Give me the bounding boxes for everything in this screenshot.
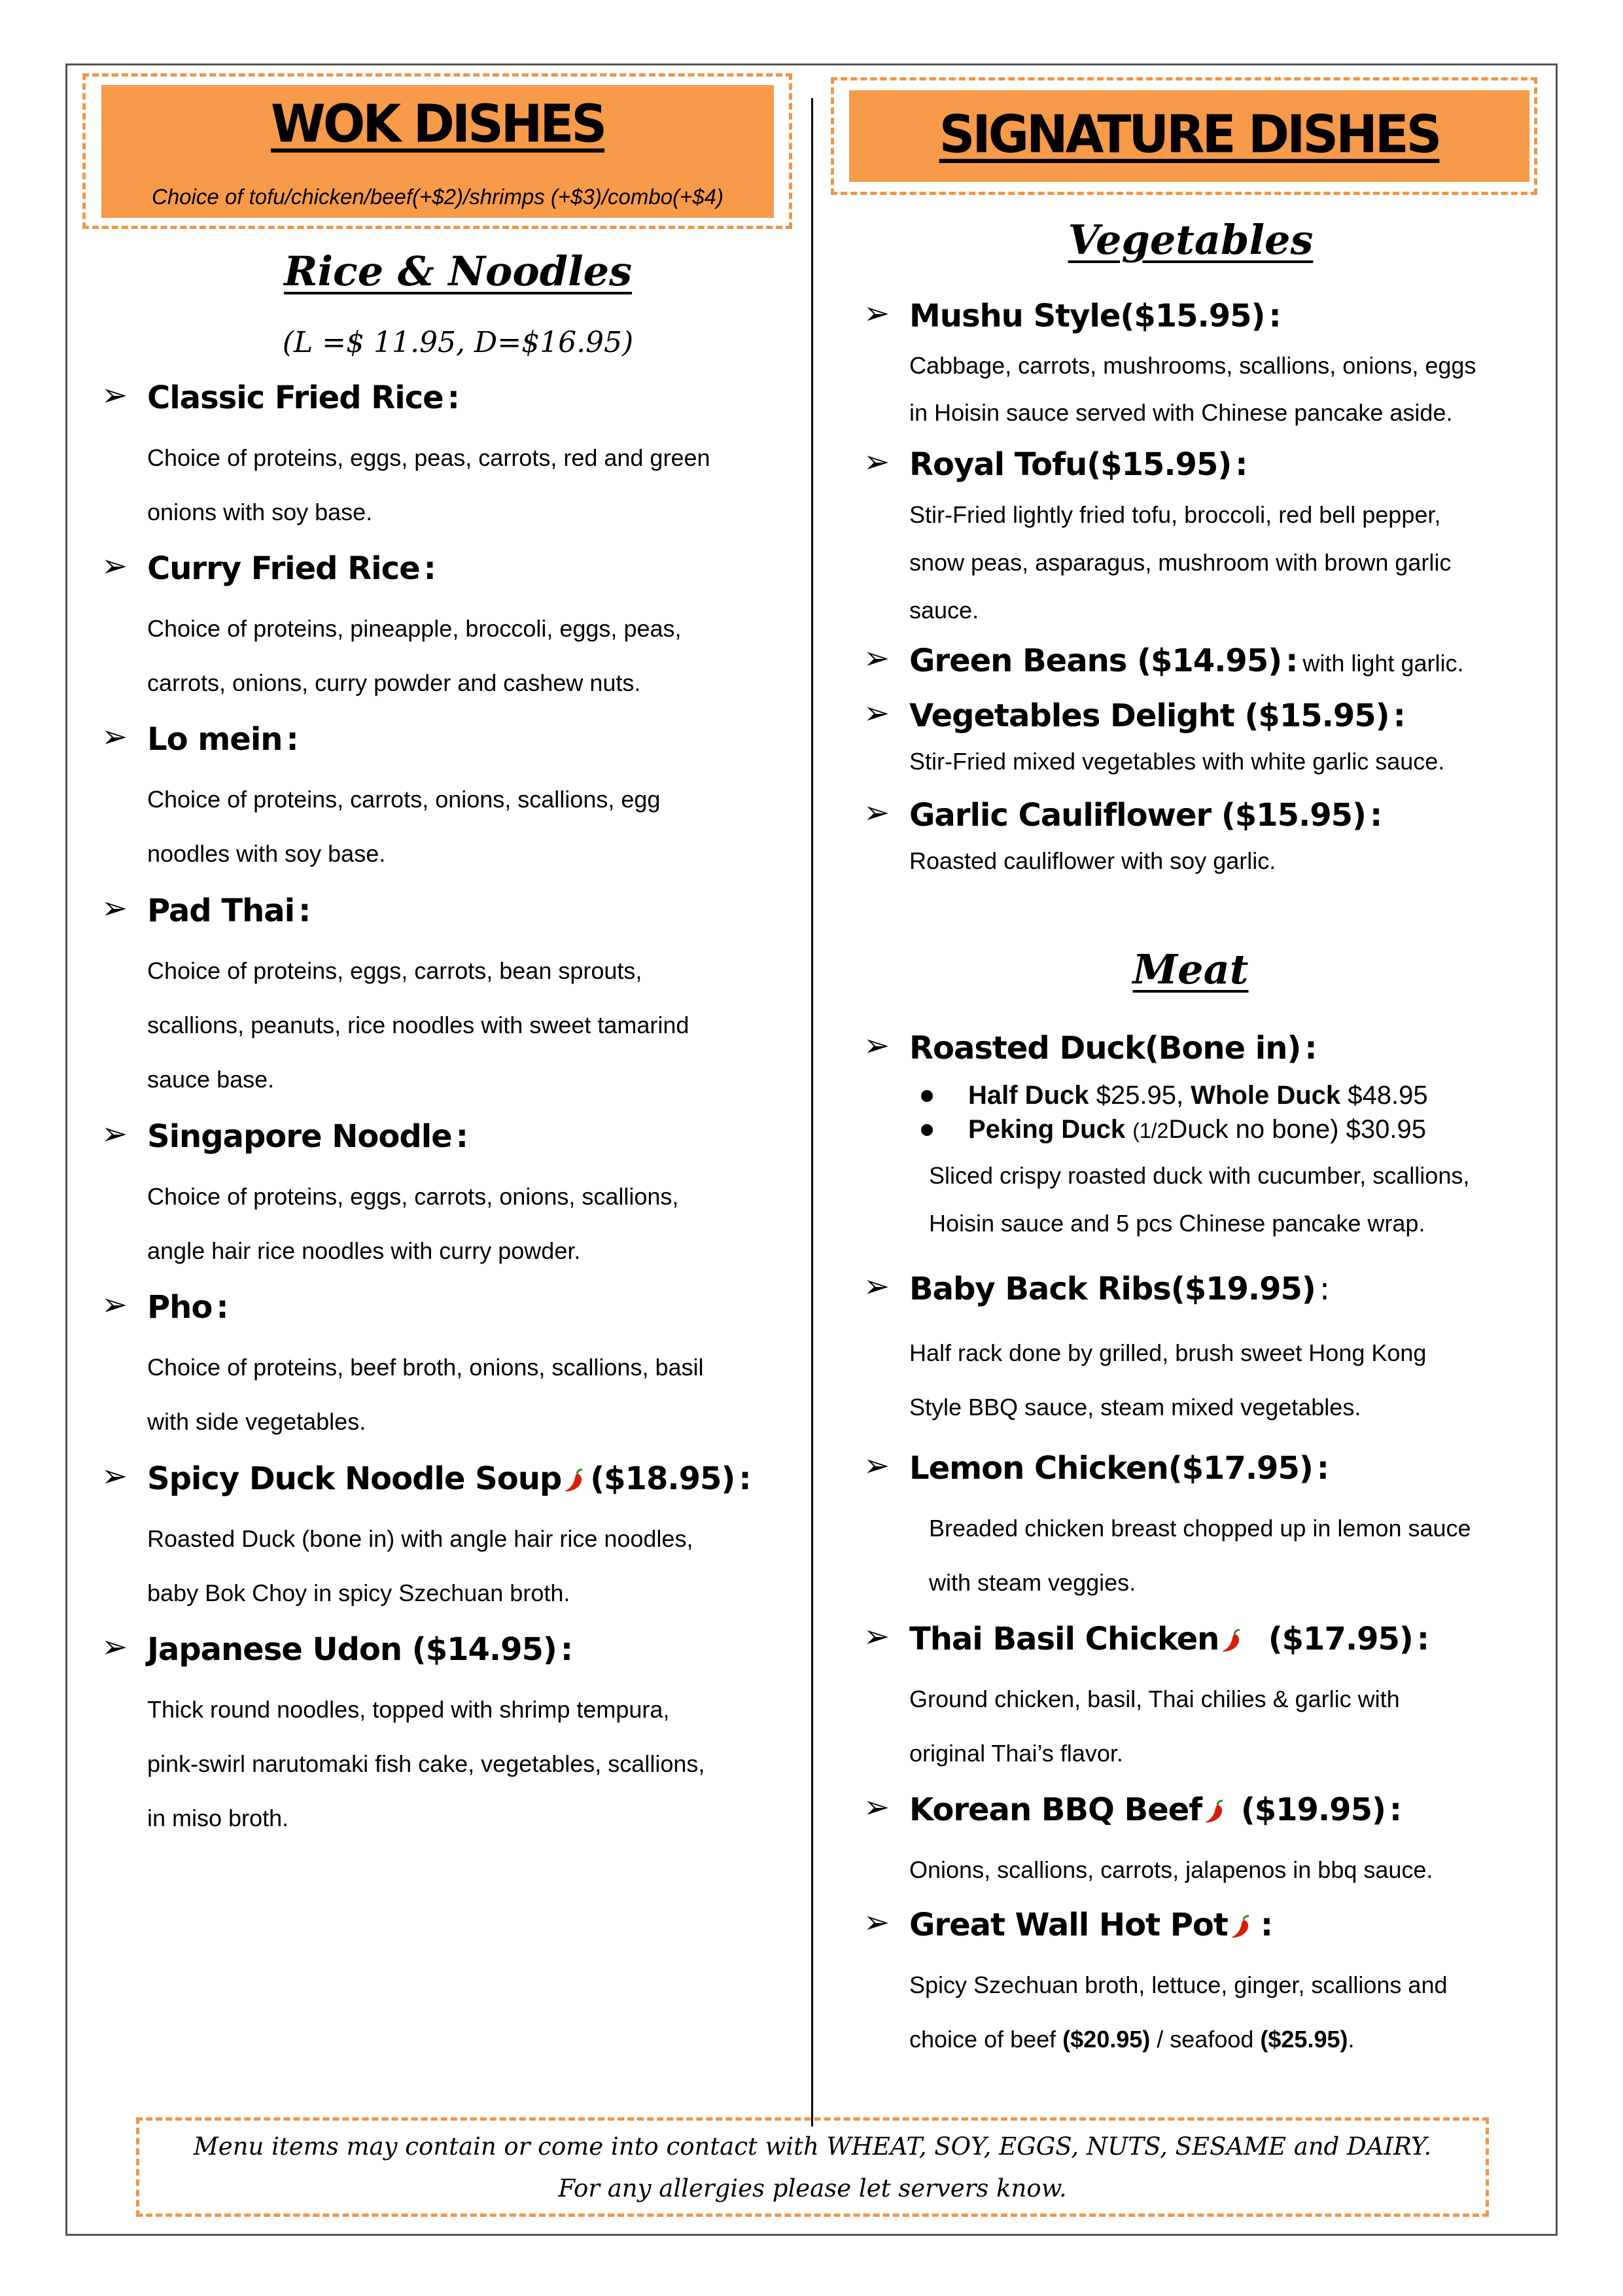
item-desc: Cabbage, carrots, mushrooms, scallions, onions, eggs bbox=[909, 352, 1476, 379]
item-price: ($19.95) bbox=[1170, 1271, 1316, 1307]
item-desc: Choice of proteins, pineapple, broccoli, eggs, peas, bbox=[147, 615, 682, 642]
arrow-bullet-icon: ➢ bbox=[101, 1286, 128, 1323]
arrow-bullet-icon: ➢ bbox=[864, 695, 890, 732]
item-price: ($15.95) bbox=[1087, 446, 1232, 483]
item-desc: Choice of proteins, eggs, carrots, bean sprouts, bbox=[147, 957, 642, 984]
item-desc: Hoisin sauce and 5 pcs Chinese pancake wrap. bbox=[929, 1210, 1425, 1237]
column-divider bbox=[811, 98, 813, 2127]
item-name: Lo mein bbox=[147, 721, 283, 758]
item-desc: Roasted cauliflower with soy garlic. bbox=[909, 847, 1276, 874]
peking-note: (1/2 bbox=[1132, 1119, 1169, 1142]
arrow-bullet-icon: ➢ bbox=[101, 1458, 128, 1494]
item-desc: in miso broth. bbox=[147, 1805, 289, 1831]
item-desc: baby Bok Choy in spicy Szechuan broth. bbox=[147, 1580, 570, 1606]
item-desc: Breaded chicken breast chopped up in lemon sauce bbox=[929, 1515, 1471, 1542]
item-name: Mushu Style bbox=[909, 298, 1121, 334]
chili-pepper-icon bbox=[1203, 1799, 1227, 1824]
allergy-line-2: For any allergies please let servers know. bbox=[558, 2174, 1067, 2202]
item-price: ($14.95) bbox=[411, 1631, 557, 1668]
wok-dishes-title: WOK DISHES bbox=[270, 92, 605, 154]
arrow-bullet-icon: ➢ bbox=[101, 1629, 128, 1665]
arrow-bullet-icon: ➢ bbox=[864, 1904, 890, 1941]
item-desc: with light garlic. bbox=[1302, 650, 1464, 677]
item-desc: Choice of proteins, eggs, carrots, onions, scallions, bbox=[147, 1183, 679, 1210]
item-name: Great Wall Hot Pot bbox=[909, 1907, 1228, 1943]
item-desc: with side vegetables. bbox=[147, 1408, 366, 1435]
bullet-dot-icon bbox=[921, 1124, 933, 1136]
item-name: Singapore Noodle bbox=[147, 1118, 452, 1155]
item-desc: Spicy Szechuan broth, lettuce, ginger, scallions and bbox=[909, 1971, 1448, 1998]
allergy-line-1: Menu items may contain or come into contact with WHEAT, SOY, EGGS, NUTS, SESAME and DAIRY. bbox=[193, 2132, 1432, 2161]
arrow-bullet-icon: ➢ bbox=[864, 1447, 890, 1484]
item-desc: Choice of proteins, carrots, onions, scallions, egg bbox=[147, 786, 661, 813]
item-name: Classic Fried Rice bbox=[147, 380, 444, 416]
item-name: Roasted Duck(Bone in) bbox=[909, 1030, 1301, 1067]
peking-duck-label: Peking Duck bbox=[968, 1115, 1126, 1144]
item-desc: Stir-Fried mixed vegetables with white garlic sauce. bbox=[909, 748, 1445, 775]
chili-pepper-icon bbox=[1229, 1915, 1253, 1939]
protein-choice-note: Choice of tofu/chicken/beef(+$2)/shrimps (+$3)/combo(+$4) bbox=[151, 185, 724, 209]
item-desc: Onions, scallions, carrots, jalapenos in bbq sauce. bbox=[909, 1856, 1433, 1883]
bullet-dot-icon bbox=[921, 1090, 933, 1102]
arrow-bullet-icon: ➢ bbox=[864, 1268, 890, 1305]
item-desc: noodles with soy base. bbox=[147, 840, 386, 867]
arrow-bullet-icon: ➢ bbox=[864, 1618, 890, 1655]
item-desc: Style BBQ sauce, steam mixed vegetables. bbox=[909, 1394, 1361, 1421]
item-name: Pho bbox=[147, 1289, 213, 1326]
item-price: ($15.95) bbox=[1244, 698, 1389, 734]
item-price: ($18.95) bbox=[590, 1460, 735, 1497]
item-desc-prices bbox=[909, 2012, 1448, 2066]
wok-dishes-header bbox=[101, 85, 774, 218]
item-desc: Ground chicken, basil, Thai chilies & garlic with bbox=[909, 1686, 1400, 1712]
seafood-price: ($25.95) bbox=[1260, 2026, 1348, 2053]
item-name: Green Beans bbox=[909, 643, 1127, 679]
arrow-bullet-icon: ➢ bbox=[864, 295, 890, 332]
item-desc: in Hoisin sauce served with Chinese pancake aside. bbox=[909, 399, 1453, 426]
peking-duck-price: Duck no bone) $30.95 bbox=[1168, 1115, 1426, 1144]
item-name: Royal Tofu bbox=[909, 446, 1087, 483]
item-desc: Half rack done by grilled, brush sweet Hong Kong bbox=[909, 1339, 1427, 1366]
signature-dishes-title: SIGNATURE DISHES bbox=[939, 103, 1440, 165]
item-desc: pink-swirl narutomaki fish cake, vegetables, scallions, bbox=[147, 1750, 705, 1777]
item-desc: Stir-Fried lightly fried tofu, broccoli, red bell pepper, bbox=[909, 501, 1441, 528]
item-desc: Sliced crispy roasted duck with cucumber, scallions, bbox=[929, 1162, 1470, 1189]
whole-duck-label: Whole Duck bbox=[1191, 1081, 1341, 1110]
whole-duck-price: $48.95 bbox=[1348, 1081, 1428, 1110]
vegetables-title: Vegetables bbox=[1068, 216, 1314, 264]
item-desc: with steam veggies. bbox=[929, 1569, 1136, 1596]
item-name: Japanese Udon bbox=[147, 1631, 402, 1668]
lunch-dinner-price: (L =$ 11.95, D=$16.95) bbox=[282, 326, 634, 359]
item-desc: onions with soy base. bbox=[147, 499, 373, 525]
chili-pepper-icon bbox=[1220, 1629, 1244, 1653]
beef-label: choice of beef bbox=[909, 2026, 1063, 2053]
arrow-bullet-icon: ➢ bbox=[864, 794, 890, 831]
item-price: ($15.95) bbox=[1120, 298, 1265, 334]
meat-title: Meat bbox=[1132, 945, 1249, 993]
arrow-bullet-icon: ➢ bbox=[101, 548, 128, 584]
period: . bbox=[1348, 2026, 1355, 2053]
item-desc: snow peas, asparagus, mushroom with brown garlic bbox=[909, 549, 1452, 576]
item-name: Baby Back Ribs bbox=[909, 1271, 1171, 1307]
item-name: Vegetables Delight bbox=[909, 698, 1234, 734]
seafood-label: / seafood bbox=[1150, 2026, 1261, 2053]
arrow-bullet-icon: ➢ bbox=[864, 1027, 890, 1064]
item-desc: Roasted Duck (bone in) with angle hair rice noodles, bbox=[147, 1525, 693, 1552]
item-name: Lemon Chicken bbox=[909, 1450, 1168, 1487]
item-name: Curry Fried Rice bbox=[147, 550, 420, 587]
chili-pepper-icon bbox=[563, 1468, 586, 1493]
item-name: Spicy Duck Noodle Soup bbox=[147, 1460, 562, 1497]
signature-dishes-header bbox=[849, 90, 1529, 182]
half-duck-label: Half Duck bbox=[968, 1081, 1089, 1110]
item-price: ($14.95) bbox=[1137, 643, 1282, 679]
item-name: Garlic Cauliflower bbox=[909, 797, 1212, 834]
item-desc: Thick round noodles, topped with shrimp tempura, bbox=[147, 1696, 670, 1723]
arrow-bullet-icon: ➢ bbox=[101, 1116, 128, 1152]
arrow-bullet-icon: ➢ bbox=[864, 1789, 890, 1826]
half-duck-price: $25.95, bbox=[1096, 1081, 1184, 1110]
item-name: Pad Thai bbox=[147, 892, 295, 929]
item-price: ($17.95) bbox=[1168, 1450, 1313, 1487]
item-price: ($19.95) bbox=[1240, 1792, 1386, 1828]
item-desc: Choice of proteins, beef broth, onions, scallions, basil bbox=[147, 1354, 704, 1381]
item-desc: carrots, onions, curry powder and cashew nuts. bbox=[147, 669, 641, 696]
arrow-bullet-icon: ➢ bbox=[101, 718, 128, 755]
item-desc: sauce. bbox=[909, 597, 979, 624]
item-name: Korean BBQ Beef bbox=[909, 1792, 1202, 1828]
item-desc: Choice of proteins, eggs, peas, carrots, red and green bbox=[147, 444, 710, 471]
item-price: ($17.95) bbox=[1268, 1621, 1413, 1657]
allergy-notice bbox=[136, 2117, 1489, 2217]
item-desc: sauce base. bbox=[147, 1066, 275, 1093]
item-price: ($15.95) bbox=[1221, 797, 1366, 834]
item-desc: scallions, peanuts, rice noodles with sweet tamarind bbox=[147, 1012, 689, 1038]
rice-noodles-title: Rice & Noodles bbox=[283, 247, 633, 295]
arrow-bullet-icon: ➢ bbox=[864, 444, 890, 480]
arrow-bullet-icon: ➢ bbox=[864, 640, 890, 677]
item-desc: original Thai’s flavor. bbox=[909, 1740, 1123, 1767]
item-name: Thai Basil Chicken bbox=[909, 1621, 1219, 1657]
item-desc: angle hair rice noodles with curry powder. bbox=[147, 1237, 581, 1264]
beef-price: ($20.95) bbox=[1062, 2026, 1151, 2053]
roasted-duck-desc bbox=[929, 1152, 1469, 1247]
arrow-bullet-icon: ➢ bbox=[101, 890, 128, 927]
arrow-bullet-icon: ➢ bbox=[101, 377, 128, 414]
